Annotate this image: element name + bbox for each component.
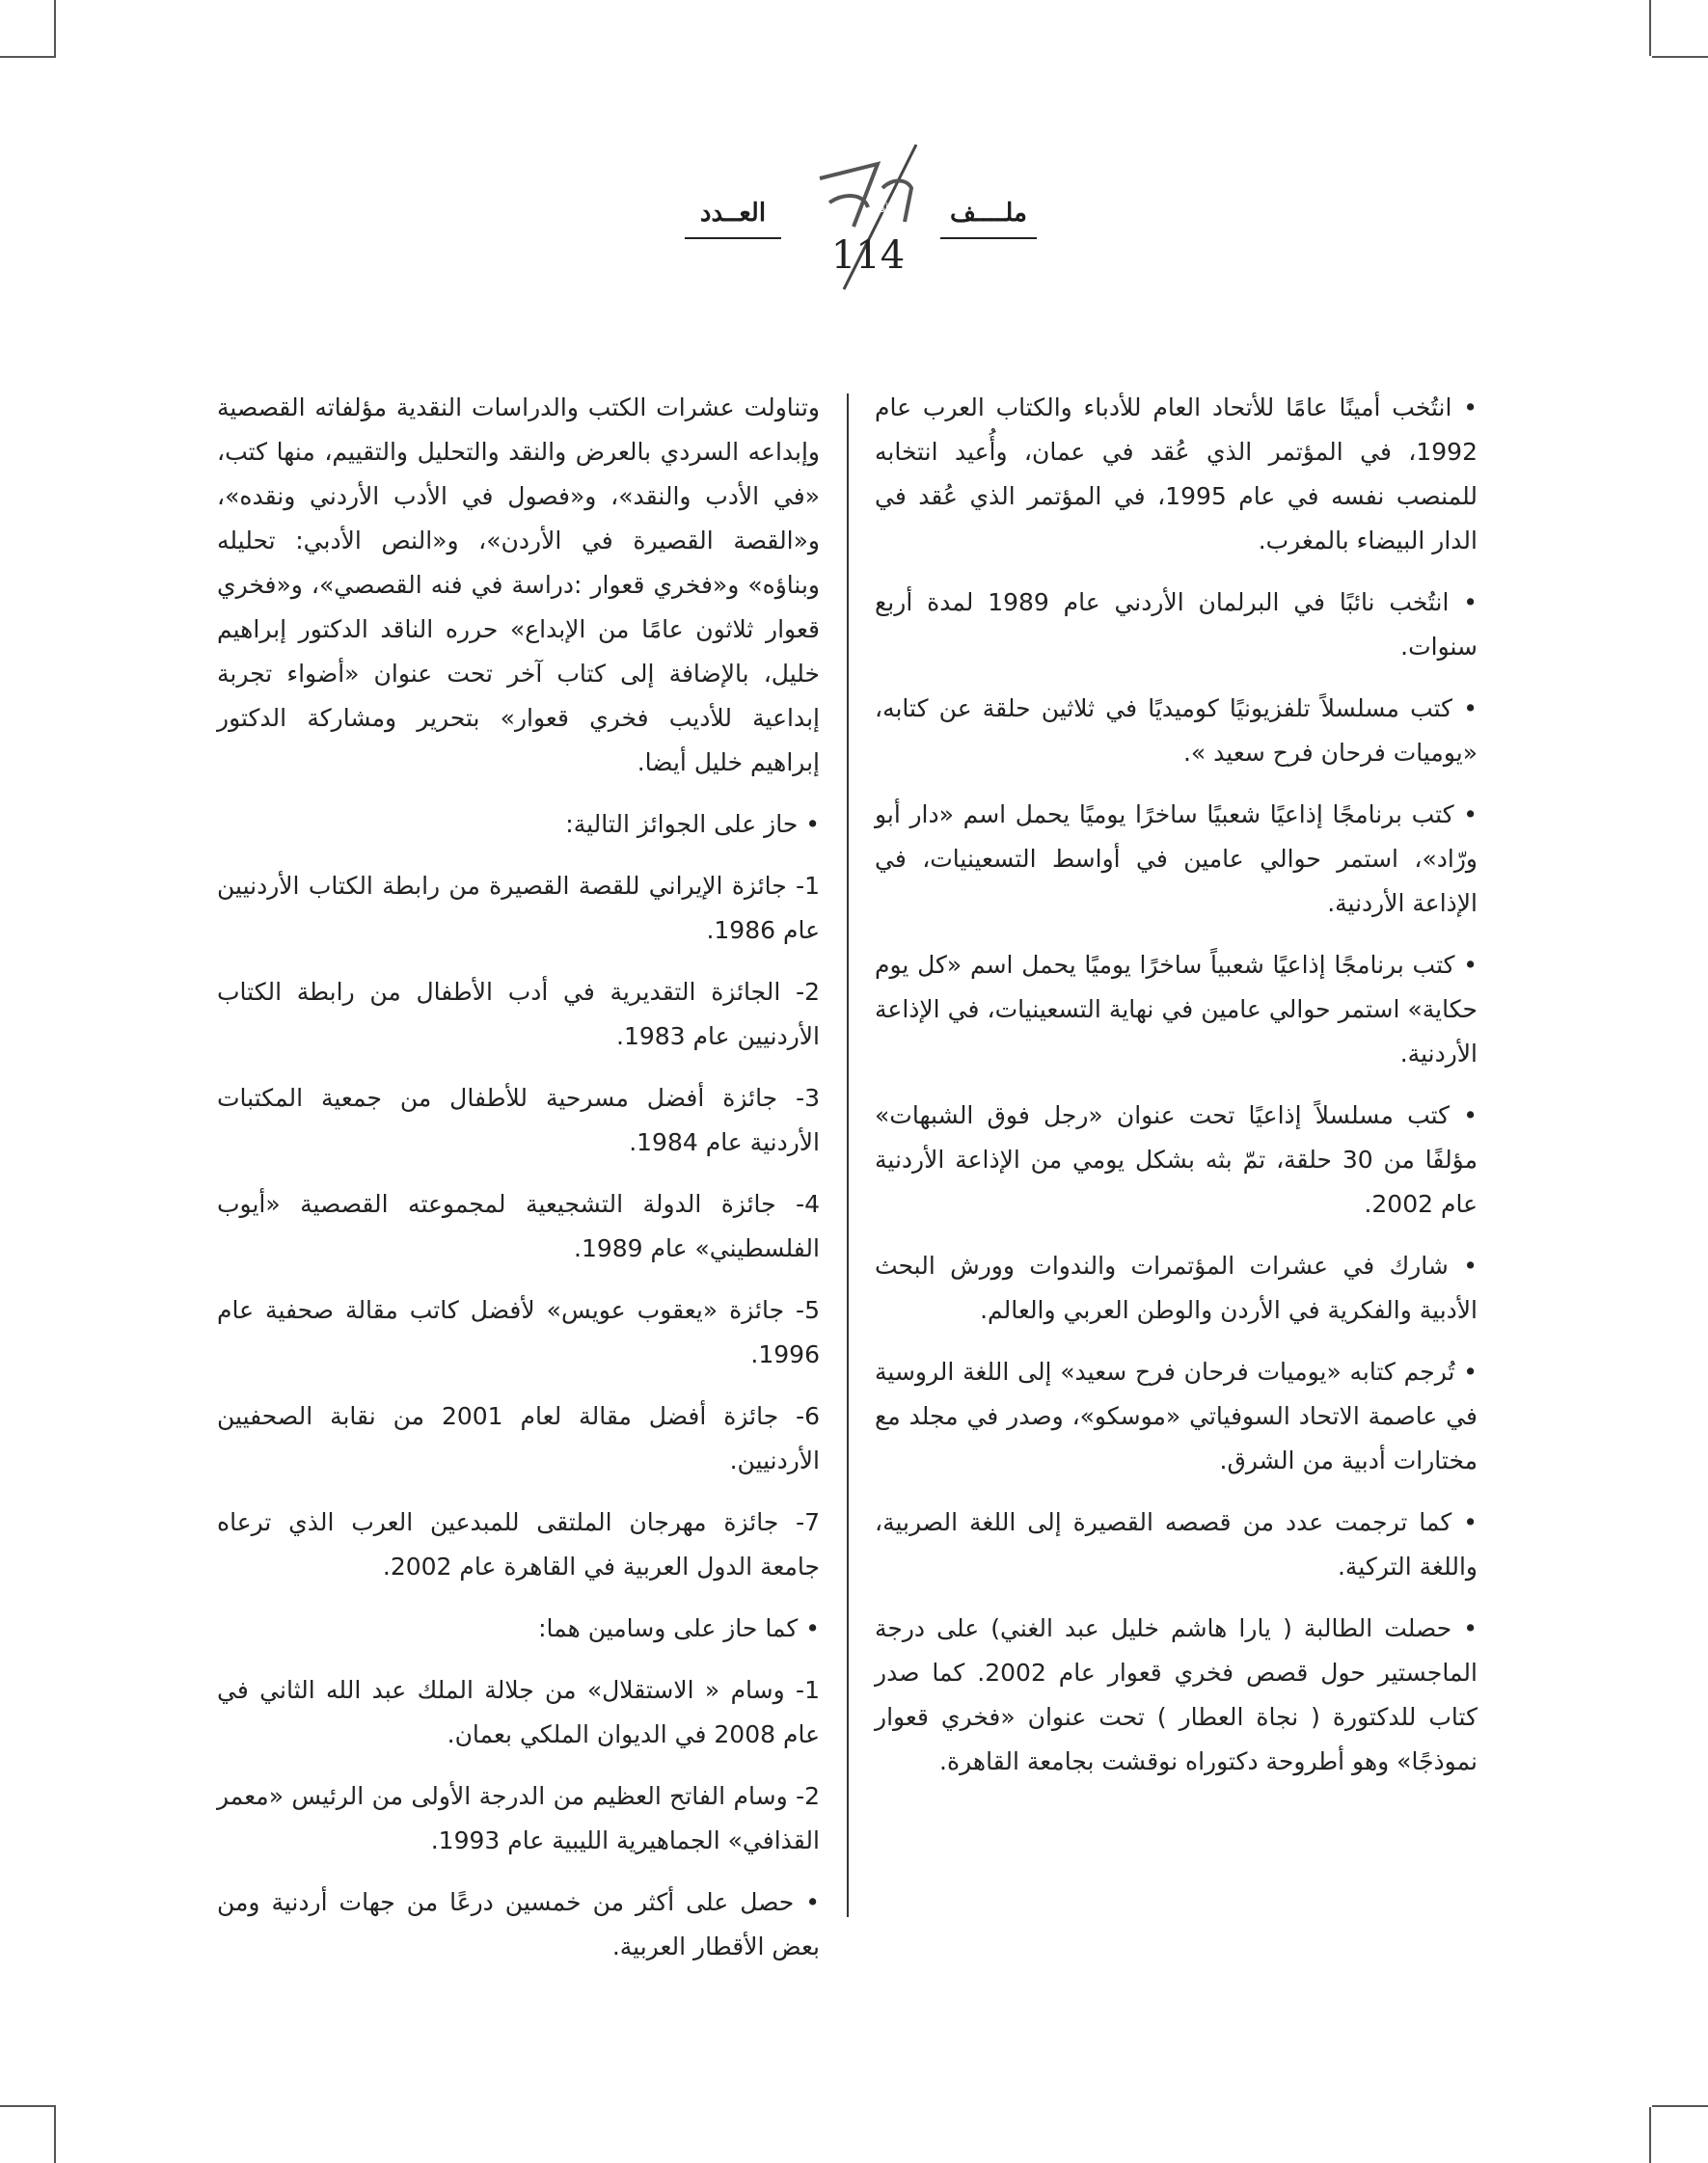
paragraph: 2- وسام الفاتح العظيم من الدرجة الأولى من الرئيس «معمر القذافي» الجماهيرية الليبية عام 1993.: [217, 1782, 820, 1854]
paragraph: • كتب برنامجًا إذاعيًا شعبياً ساخرًا يوميًا يحمل اسم «كل يوم حكاية» استمر حوالي عامين في نهاية التسعينيات، في الإذاعة الأردنية.: [875, 951, 1478, 1068]
page-number: 114: [830, 233, 906, 278]
crop-mark: [1649, 2107, 1651, 2163]
section-label: ملــــف: [950, 199, 1027, 228]
crop-mark: [1652, 56, 1708, 58]
crop-mark: [1652, 2105, 1708, 2107]
crop-mark: [1649, 0, 1651, 56]
paragraph: 5- جائزة «يعقوب عويس» لأفضل كاتب مقالة صحفية عام 1996.: [217, 1296, 820, 1368]
paragraph: • حصلت الطالبة ( يارا هاشم خليل عبد الغني) على درجة الماجستير حول قصص فخري قعوار عام 2002. كما صدر كتاب للدكتورة ( نجاة العطار ) تحت عنوان «فخري قعوار نموذجًا» وهو أطروحة دكتوراه نوقشت بجامعة القاهرة.: [875, 1614, 1478, 1775]
paragraph: • كتب مسلسلاً تلفزيونيًا كوميديًا في ثلاثين حلقة عن كتابه، «يوميات فرحان فرح سعيد ».: [875, 694, 1478, 767]
paragraph: • تُرجم كتابه «يوميات فرحان فرح سعيد» إلى اللغة الروسية في عاصمة الاتحاد السوفياتي «موسكو»، وصدر في مجلد مع مختارات أدبية من الشرق.: [875, 1358, 1478, 1474]
paragraph: • كما حاز على وسامين هما:: [538, 1614, 820, 1642]
paragraph: 1- وسام « الاستقلال» من جلالة الملك عبد الله الثاني في عام 2008 في الديوان الملكي بعمان.: [217, 1676, 820, 1748]
header-rule: [940, 237, 1037, 239]
paragraph: • كما ترجمت عدد من قصصه القصيرة إلى اللغة الصربية، واللغة التركية.: [875, 1508, 1478, 1581]
crop-mark: [0, 2105, 56, 2107]
paragraph: 1- جائزة الإيراني للقصة القصيرة من رابطة الكتاب الأردنيين عام 1986.: [217, 872, 820, 944]
right-column: [875, 386, 1478, 1801]
running-header: [675, 135, 1042, 309]
paragraph: • حاز على الجوائز التالية:: [565, 810, 820, 838]
header-rule: [685, 237, 781, 239]
paragraph: • كتب مسلسلاً إذاعيًا تحت عنوان «رجل فوق الشبهات» مؤلفًا من 30 حلقة، تمّ بثه بشكل يومي من الإذاعة الأردنية عام 2002.: [875, 1101, 1478, 1218]
paragraph: 4- جائزة الدولة التشجيعية لمجموعته القصصية «أيوب الفلسطيني» عام 1989.: [217, 1190, 820, 1262]
paragraph: وتناولت عشرات الكتب والدراسات النقدية مؤلفاته القصصية وإبداعه السردي بالعرض والنقد والتحليل والتقييم، منها كتب، «في الأدب والنقد»، و«فصول في الأدب الأردني ونقده»، و«القصة القصيرة في الأردن»، و«النص الأدبي: تحليله وبناؤه» و«فخري قعوار :دراسة في فنه القصصي»، و«فخري قعوار ثلاثون عامًا من الإبداع» حرره الناقد الدكتور إبراهيم خليل، بالإضافة إلى كتاب آخر تحت عنوان «أضواء تجربة إبداعية للأديب فخري قعوار» بتحرير ومشاركة الدكتور إبراهيم خليل أيضا.: [217, 393, 820, 776]
crop-mark: [0, 56, 56, 58]
paragraph: • انتُخب نائبًا في البرلمان الأردني عام 1989 لمدة أربع سنوات.: [875, 588, 1478, 661]
paragraph: • حصل على أكثر من خمسين درعًا من جهات أردنية ومن بعض الأقطار العربية.: [217, 1888, 820, 1960]
paragraph: 3- جائزة أفضل مسرحية للأطفال من جمعية المكتبات الأردنية عام 1984.: [217, 1084, 820, 1156]
crop-mark: [54, 2107, 56, 2163]
paragraph: • شارك في عشرات المؤتمرات والندوات وورش البحث الأدبية والفكرية في الأردن والوطن العربي والعالم.: [875, 1252, 1478, 1324]
paragraph: • كتب برنامجًا إذاعيًا شعبيًا ساخرًا يوميًا يحمل اسم «دار أبو ورّاد»، استمر حوالي عامين في أواسط التسعينيات، في الإذاعة الأردنية.: [875, 800, 1478, 917]
logo-text: أفكار: [868, 204, 888, 215]
crop-mark: [54, 0, 56, 56]
paragraph: • انتُخب أمينًا عامًا للأتحاد العام للأدباء والكتاب العرب عام 1992، في المؤتمر الذي عُقد في عمان، وأُعيد انتخابه للمنصب نفسه في عام 1995، في المؤتمر الذي عُقد في الدار البيضاء بالمغرب.: [875, 393, 1478, 554]
paragraph: 7- جائزة مهرجان الملتقى للمبدعين العرب الذي ترعاه جامعة الدول العربية في القاهرة عام 2002.: [217, 1508, 820, 1581]
column-divider: [847, 393, 849, 1917]
left-column: [217, 386, 820, 1987]
paragraph: 6- جائزة أفضل مقالة لعام 2001 من نقابة الصحفيين الأردنيين.: [217, 1402, 820, 1474]
issue-label: العــدد: [699, 199, 767, 228]
paragraph: 2- الجائزة التقديرية في أدب الأطفال من رابطة الكتاب الأردنيين عام 1983.: [217, 978, 820, 1050]
